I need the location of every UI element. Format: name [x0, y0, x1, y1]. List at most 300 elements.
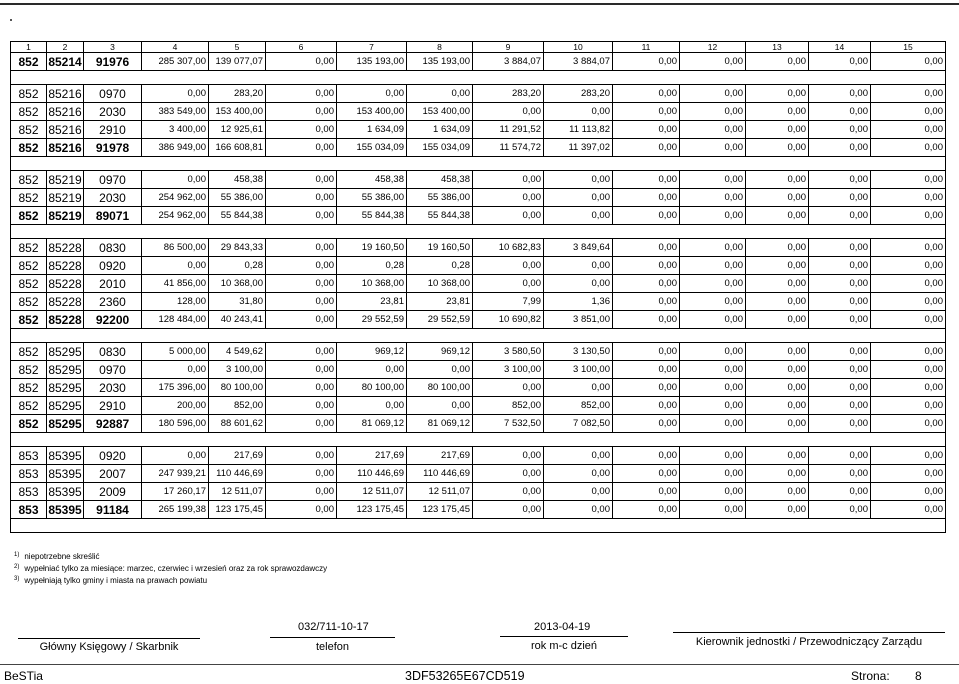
column-number-2: 2	[47, 42, 84, 53]
amount-cell-col-10: 0,00	[544, 275, 613, 293]
footnote	[14, 563, 327, 575]
amount-cell-col-6: 0,00	[266, 257, 337, 275]
amount-cell-col-13: 0,00	[746, 171, 809, 189]
amount-cell-col-12: 0,00	[680, 397, 746, 415]
amount-cell-col-4: 0,00	[142, 361, 209, 379]
amount-cell-col-4: 285 307,00	[142, 53, 209, 71]
column-number-1: 1	[11, 42, 47, 53]
amount-cell-col-9: 0,00	[473, 483, 544, 501]
amount-cell-col-7: 0,00	[337, 85, 407, 103]
footer-rule	[0, 664, 959, 665]
amount-cell-col-15: 0,00	[871, 257, 946, 275]
amount-cell-col-13: 0,00	[746, 501, 809, 519]
division-cell: 852	[11, 171, 47, 189]
chapter-cell: 85219	[48, 190, 82, 205]
amount-cell-col-6: 0,00	[266, 415, 337, 433]
amount-cell-col-15: 0,00	[871, 483, 946, 501]
division-cell: 853	[11, 465, 47, 483]
table-row	[11, 85, 946, 103]
date-value: 2013-04-19	[534, 621, 591, 633]
amount-cell-col-11: 0,00	[613, 483, 680, 501]
amount-cell-col-4: 254 962,00	[142, 189, 209, 207]
amount-cell-col-11: 0,00	[613, 189, 680, 207]
amount-cell-col-8: 217,69	[407, 447, 473, 465]
amount-cell-col-14: 0,00	[809, 501, 871, 519]
amount-cell-col-5: 123 175,45	[209, 501, 266, 519]
amount-cell-col-14: 0,00	[809, 465, 871, 483]
paragraph-cell: 2360	[84, 293, 142, 311]
amount-cell-col-11: 0,00	[613, 139, 680, 157]
table-row	[11, 483, 946, 501]
amount-cell-col-4: 128,00	[142, 293, 209, 311]
table-row	[11, 343, 946, 361]
amount-cell-col-5: 55 844,38	[209, 207, 266, 225]
amount-cell-col-4: 0,00	[142, 171, 209, 189]
amount-cell-col-11: 0,00	[613, 85, 680, 103]
amount-cell-col-4: 0,00	[142, 85, 209, 103]
amount-cell-col-4: 128 484,00	[142, 311, 209, 329]
amount-cell-col-6: 0,00	[266, 501, 337, 519]
amount-cell-col-14: 0,00	[809, 257, 871, 275]
amount-cell-col-6: 0,00	[266, 189, 337, 207]
amount-cell-col-14: 0,00	[809, 85, 871, 103]
amount-cell-col-5: 80 100,00	[209, 379, 266, 397]
chapter-cell: 85395	[48, 448, 82, 463]
division-cell: 852	[11, 85, 47, 103]
amount-cell-col-7: 55 386,00	[337, 189, 407, 207]
amount-cell-col-13: 0,00	[746, 103, 809, 121]
amount-cell-col-11: 0,00	[613, 501, 680, 519]
amount-cell-col-14: 0,00	[809, 343, 871, 361]
footnotes	[14, 551, 327, 587]
amount-cell-col-6: 0,00	[266, 207, 337, 225]
amount-cell-col-13: 0,00	[746, 361, 809, 379]
chapter-cell: 85295	[48, 398, 82, 413]
amount-cell-col-6: 0,00	[266, 53, 337, 71]
amount-cell-col-8: 10 368,00	[407, 275, 473, 293]
amount-cell-col-7: 29 552,59	[337, 311, 407, 329]
phone-line	[270, 637, 395, 638]
paragraph-cell: 92887	[84, 415, 142, 433]
amount-cell-col-10: 0,00	[544, 207, 613, 225]
amount-cell-col-7: 12 511,07	[337, 483, 407, 501]
amount-cell-col-10: 11 397,02	[544, 139, 613, 157]
column-number-6: 6	[266, 42, 337, 53]
chapter-cell: 85395	[48, 466, 82, 481]
amount-cell-col-5: 10 368,00	[209, 275, 266, 293]
amount-cell-col-6: 0,00	[266, 239, 337, 257]
amount-cell-col-7: 458,38	[337, 171, 407, 189]
table-row	[11, 379, 946, 397]
amount-cell-col-12: 0,00	[680, 189, 746, 207]
amount-cell-col-12: 0,00	[680, 361, 746, 379]
paragraph-cell: 2030	[84, 379, 142, 397]
amount-cell-col-7: 81 069,12	[337, 415, 407, 433]
amount-cell-col-14: 0,00	[809, 121, 871, 139]
amount-cell-col-7: 19 160,50	[337, 239, 407, 257]
amount-cell-col-8: 12 511,07	[407, 483, 473, 501]
amount-cell-col-11: 0,00	[613, 465, 680, 483]
amount-cell-col-5: 283,20	[209, 85, 266, 103]
paragraph-cell: 91976	[84, 53, 142, 71]
amount-cell-col-10: 0,00	[544, 379, 613, 397]
amount-cell-col-12: 0,00	[680, 171, 746, 189]
column-number-9: 9	[473, 42, 544, 53]
amount-cell-col-9: 0,00	[473, 379, 544, 397]
amount-cell-col-13: 0,00	[746, 483, 809, 501]
amount-cell-col-11: 0,00	[613, 239, 680, 257]
table-row	[11, 293, 946, 311]
amount-cell-col-8: 153 400,00	[407, 103, 473, 121]
phone-value: 032/711-10-17	[298, 621, 369, 633]
column-number-7: 7	[337, 42, 407, 53]
amount-cell-col-8: 23,81	[407, 293, 473, 311]
amount-cell-col-15: 0,00	[871, 343, 946, 361]
amount-cell-col-14: 0,00	[809, 171, 871, 189]
footnote	[14, 575, 327, 587]
paragraph-cell: 2010	[84, 275, 142, 293]
amount-cell-col-9: 11 574,72	[473, 139, 544, 157]
footnote	[14, 551, 327, 563]
amount-cell-col-14: 0,00	[809, 361, 871, 379]
division-cell: 852	[11, 53, 47, 71]
division-cell: 852	[11, 275, 47, 293]
amount-cell-col-8: 135 193,00	[407, 53, 473, 71]
amount-cell-col-5: 31,80	[209, 293, 266, 311]
amount-cell-col-15: 0,00	[871, 53, 946, 71]
table-row	[11, 447, 946, 465]
amount-cell-col-9: 0,00	[473, 275, 544, 293]
table-row	[11, 275, 946, 293]
division-cell: 852	[11, 361, 47, 379]
amount-cell-col-4: 41 856,00	[142, 275, 209, 293]
chapter-cell: 85295	[48, 416, 82, 431]
amount-cell-col-9: 0,00	[473, 207, 544, 225]
amount-cell-col-14: 0,00	[809, 447, 871, 465]
amount-cell-col-13: 0,00	[746, 275, 809, 293]
amount-cell-col-7: 135 193,00	[337, 53, 407, 71]
amount-cell-col-13: 0,00	[746, 121, 809, 139]
column-number-row	[11, 42, 946, 53]
amount-cell-col-10: 283,20	[544, 85, 613, 103]
amount-cell-col-6: 0,00	[266, 447, 337, 465]
table-row	[11, 103, 946, 121]
amount-cell-col-10: 0,00	[544, 501, 613, 519]
amount-cell-col-12: 0,00	[680, 415, 746, 433]
column-number-3: 3	[84, 42, 142, 53]
amount-cell-col-12: 0,00	[680, 483, 746, 501]
amount-cell-col-9: 283,20	[473, 85, 544, 103]
amount-cell-col-15: 0,00	[871, 415, 946, 433]
amount-cell-col-10: 3 849,64	[544, 239, 613, 257]
amount-cell-col-15: 0,00	[871, 139, 946, 157]
footnote-text: niepotrzebne skreślić	[24, 552, 100, 561]
amount-cell-col-6: 0,00	[266, 311, 337, 329]
amount-cell-col-11: 0,00	[613, 343, 680, 361]
amount-cell-col-6: 0,00	[266, 275, 337, 293]
group-spacer-row	[11, 329, 946, 343]
chapter-cell: 85228	[48, 294, 82, 309]
column-number-8: 8	[407, 42, 473, 53]
amount-cell-col-4: 0,00	[142, 257, 209, 275]
division-cell: 853	[11, 447, 47, 465]
amount-cell-col-7: 217,69	[337, 447, 407, 465]
amount-cell-col-13: 0,00	[746, 311, 809, 329]
amount-cell-col-13: 0,00	[746, 85, 809, 103]
chapter-cell: 85216	[48, 86, 82, 101]
amount-cell-col-14: 0,00	[809, 53, 871, 71]
amount-cell-col-7: 0,28	[337, 257, 407, 275]
amount-cell-col-5: 0,28	[209, 257, 266, 275]
amount-cell-col-7: 153 400,00	[337, 103, 407, 121]
amount-cell-col-4: 3 400,00	[142, 121, 209, 139]
amount-cell-col-14: 0,00	[809, 275, 871, 293]
amount-cell-col-10: 3 100,00	[544, 361, 613, 379]
division-cell: 852	[11, 239, 47, 257]
amount-cell-col-6: 0,00	[266, 361, 337, 379]
amount-cell-col-8: 969,12	[407, 343, 473, 361]
amount-cell-col-9: 3 580,50	[473, 343, 544, 361]
total-row	[11, 311, 946, 329]
group-spacer-row	[11, 225, 946, 239]
amount-cell-col-8: 458,38	[407, 171, 473, 189]
chapter-cell: 85228	[48, 312, 82, 327]
paragraph-cell: 0970	[84, 361, 142, 379]
amount-cell-col-4: 254 962,00	[142, 207, 209, 225]
amount-cell-col-6: 0,00	[266, 293, 337, 311]
division-cell: 852	[11, 139, 47, 157]
chapter-cell: 85395	[48, 484, 82, 499]
amount-cell-col-12: 0,00	[680, 343, 746, 361]
amount-cell-col-11: 0,00	[613, 121, 680, 139]
column-number-4: 4	[142, 42, 209, 53]
amount-cell-col-5: 29 843,33	[209, 239, 266, 257]
amount-cell-col-14: 0,00	[809, 207, 871, 225]
division-cell: 852	[11, 293, 47, 311]
table-row	[11, 239, 946, 257]
spacer-cell	[11, 433, 946, 447]
document-code: 3DF53265E67CD519	[405, 669, 525, 683]
amount-cell-col-10: 0,00	[544, 483, 613, 501]
amount-cell-col-4: 86 500,00	[142, 239, 209, 257]
footnote-marker: 1)	[14, 552, 20, 558]
division-cell: 852	[11, 207, 47, 225]
group-spacer-row	[11, 157, 946, 171]
amount-cell-col-15: 0,00	[871, 103, 946, 121]
amount-cell-col-13: 0,00	[746, 465, 809, 483]
amount-cell-col-6: 0,00	[266, 121, 337, 139]
amount-cell-col-15: 0,00	[871, 397, 946, 415]
amount-cell-col-9: 11 291,52	[473, 121, 544, 139]
amount-cell-col-13: 0,00	[746, 53, 809, 71]
paragraph-cell: 91184	[84, 501, 142, 519]
amount-cell-col-9: 0,00	[473, 501, 544, 519]
app-name: BeSTia	[4, 669, 43, 683]
spacer-cell	[11, 519, 946, 533]
paragraph-cell: 2030	[84, 103, 142, 121]
table-row	[11, 397, 946, 415]
amount-cell-col-9: 10 690,82	[473, 311, 544, 329]
chapter-cell: 85219	[48, 208, 82, 223]
amount-cell-col-4: 383 549,00	[142, 103, 209, 121]
amount-cell-col-9: 0,00	[473, 465, 544, 483]
head-label: Kierownik jednostki / Przewodniczący Zarządu	[695, 636, 923, 648]
paragraph-cell: 2030	[84, 189, 142, 207]
amount-cell-col-13: 0,00	[746, 397, 809, 415]
table-row	[11, 361, 946, 379]
amount-cell-col-10: 3 130,50	[544, 343, 613, 361]
amount-cell-col-12: 0,00	[680, 103, 746, 121]
phone-label: telefon	[315, 641, 350, 653]
amount-cell-col-11: 0,00	[613, 311, 680, 329]
column-number-15: 15	[871, 42, 946, 53]
amount-cell-col-8: 0,00	[407, 85, 473, 103]
column-number-5: 5	[209, 42, 266, 53]
table-row	[11, 121, 946, 139]
group-spacer-row	[11, 433, 946, 447]
division-cell: 852	[11, 397, 47, 415]
amount-cell-col-14: 0,00	[809, 139, 871, 157]
amount-cell-col-5: 458,38	[209, 171, 266, 189]
amount-cell-col-14: 0,00	[809, 189, 871, 207]
amount-cell-col-5: 40 243,41	[209, 311, 266, 329]
column-number-12: 12	[680, 42, 746, 53]
amount-cell-col-13: 0,00	[746, 257, 809, 275]
paragraph-cell: 2009	[84, 483, 142, 501]
paragraph-cell: 2007	[84, 465, 142, 483]
amount-cell-col-13: 0,00	[746, 447, 809, 465]
amount-cell-col-15: 0,00	[871, 275, 946, 293]
column-number-13: 13	[746, 42, 809, 53]
paragraph-cell: 91978	[84, 139, 142, 157]
spacer-cell	[11, 225, 946, 239]
amount-cell-col-14: 0,00	[809, 239, 871, 257]
amount-cell-col-15: 0,00	[871, 121, 946, 139]
chapter-cell: 85395	[48, 502, 82, 517]
amount-cell-col-13: 0,00	[746, 343, 809, 361]
amount-cell-col-5: 217,69	[209, 447, 266, 465]
amount-cell-col-8: 0,00	[407, 361, 473, 379]
amount-cell-col-10: 3 884,07	[544, 53, 613, 71]
amount-cell-col-4: 180 596,00	[142, 415, 209, 433]
footnote-marker: 3)	[14, 576, 20, 582]
amount-cell-col-10: 0,00	[544, 465, 613, 483]
paragraph-cell: 0830	[84, 239, 142, 257]
amount-cell-col-15: 0,00	[871, 189, 946, 207]
total-row	[11, 53, 946, 71]
spacer-cell	[11, 71, 946, 85]
paragraph-cell: 0920	[84, 447, 142, 465]
amount-cell-col-5: 88 601,62	[209, 415, 266, 433]
chapter-cell: 85295	[48, 362, 82, 377]
amount-cell-col-4: 17 260,17	[142, 483, 209, 501]
amount-cell-col-11: 0,00	[613, 293, 680, 311]
amount-cell-col-11: 0,00	[613, 53, 680, 71]
amount-cell-col-12: 0,00	[680, 311, 746, 329]
amount-cell-col-7: 0,00	[337, 397, 407, 415]
amount-cell-col-7: 80 100,00	[337, 379, 407, 397]
amount-cell-col-10: 7 082,50	[544, 415, 613, 433]
total-row	[11, 415, 946, 433]
paragraph-cell: 92200	[84, 311, 142, 329]
amount-cell-col-14: 0,00	[809, 293, 871, 311]
amount-cell-col-12: 0,00	[680, 207, 746, 225]
group-spacer-row	[11, 519, 946, 533]
amount-cell-col-8: 19 160,50	[407, 239, 473, 257]
chapter-cell: 85216	[48, 104, 82, 119]
division-cell: 852	[11, 379, 47, 397]
amount-cell-col-4: 200,00	[142, 397, 209, 415]
amount-cell-col-14: 0,00	[809, 103, 871, 121]
chapter-cell: 85214	[48, 54, 82, 69]
amount-cell-col-7: 0,00	[337, 361, 407, 379]
amount-cell-col-10: 0,00	[544, 171, 613, 189]
amount-cell-col-6: 0,00	[266, 465, 337, 483]
chief-accountant-signature-line	[18, 638, 200, 639]
amount-cell-col-5: 139 077,07	[209, 53, 266, 71]
amount-cell-col-10: 0,00	[544, 103, 613, 121]
amount-cell-col-15: 0,00	[871, 447, 946, 465]
amount-cell-col-13: 0,00	[746, 207, 809, 225]
amount-cell-col-6: 0,00	[266, 85, 337, 103]
amount-cell-col-7: 123 175,45	[337, 501, 407, 519]
amount-cell-col-4: 386 949,00	[142, 139, 209, 157]
chief-accountant-label: Główny Księgowy / Skarbnik	[39, 641, 179, 653]
division-cell: 853	[11, 501, 47, 519]
head-signature-line	[673, 632, 945, 633]
amount-cell-col-8: 80 100,00	[407, 379, 473, 397]
amount-cell-col-6: 0,00	[266, 103, 337, 121]
amount-cell-col-7: 55 844,38	[337, 207, 407, 225]
amount-cell-col-7: 1 634,09	[337, 121, 407, 139]
amount-cell-col-9: 852,00	[473, 397, 544, 415]
amount-cell-col-14: 0,00	[809, 379, 871, 397]
budget-report-table	[10, 41, 946, 533]
footnote-marker: 2)	[14, 564, 20, 570]
chapter-cell: 85216	[48, 122, 82, 137]
amount-cell-col-8: 29 552,59	[407, 311, 473, 329]
amount-cell-col-8: 0,00	[407, 397, 473, 415]
amount-cell-col-9: 0,00	[473, 257, 544, 275]
amount-cell-col-15: 0,00	[871, 465, 946, 483]
amount-cell-col-9: 0,00	[473, 171, 544, 189]
table-row	[11, 189, 946, 207]
amount-cell-col-11: 0,00	[613, 103, 680, 121]
amount-cell-col-9: 7,99	[473, 293, 544, 311]
table-row	[11, 171, 946, 189]
column-number-11: 11	[613, 42, 680, 53]
amount-cell-col-8: 1 634,09	[407, 121, 473, 139]
amount-cell-col-12: 0,00	[680, 275, 746, 293]
date-line	[500, 636, 628, 637]
spacer-cell	[11, 157, 946, 171]
amount-cell-col-5: 12 925,61	[209, 121, 266, 139]
amount-cell-col-14: 0,00	[809, 483, 871, 501]
amount-cell-col-6: 0,00	[266, 397, 337, 415]
amount-cell-col-12: 0,00	[680, 85, 746, 103]
amount-cell-col-15: 0,00	[871, 171, 946, 189]
amount-cell-col-5: 4 549,62	[209, 343, 266, 361]
division-cell: 852	[11, 343, 47, 361]
amount-cell-col-13: 0,00	[746, 139, 809, 157]
amount-cell-col-10: 11 113,82	[544, 121, 613, 139]
amount-cell-col-12: 0,00	[680, 465, 746, 483]
total-row	[11, 207, 946, 225]
footnote-text: wypełniają tylko gminy i miasta na prawach powiatu	[24, 576, 208, 585]
amount-cell-col-13: 0,00	[746, 239, 809, 257]
amount-cell-col-14: 0,00	[809, 397, 871, 415]
amount-cell-col-12: 0,00	[680, 293, 746, 311]
